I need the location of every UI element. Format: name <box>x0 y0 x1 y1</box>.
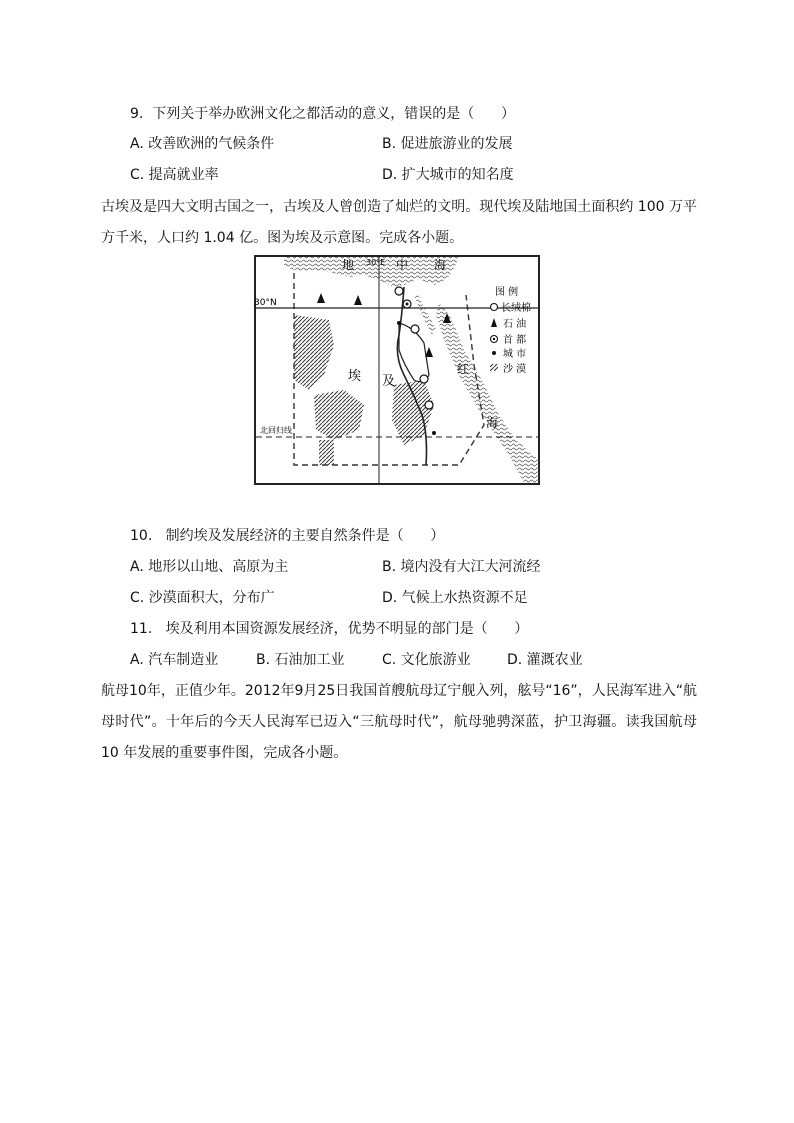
red-sea-label-2: 海 <box>486 416 499 430</box>
city-icon <box>432 431 436 435</box>
egypt-intro-paragraph: 古埃及是四大文明古国之一，古埃及人曾创造了灿烂的文明。现代埃及陆地国土面积约 100 万平方千米，人口约 1.04 亿。图为埃及示意图。完成各小题。 <box>101 199 697 246</box>
legend-desert-label: 沙 漠 <box>503 364 527 375</box>
q9-option-b: B. 促进旅游业的发展 <box>382 136 513 152</box>
question-10-stem: 10. 制约埃及发展经济的主要自然条件是（ ） <box>130 528 445 544</box>
legend-capital-dot <box>493 338 495 340</box>
legend-title: 图 例 <box>495 287 519 298</box>
q10-option-c: C. 沙漠面积大，分布广 <box>130 590 275 606</box>
desert-strip <box>319 440 334 465</box>
legend-city-label: 城 市 <box>503 349 527 360</box>
map-label-sea-1: 地 <box>342 258 355 272</box>
q10-option-d: D. 气候上水热资源不足 <box>382 590 528 606</box>
q9-option-c: C. 提高就业率 <box>130 167 219 183</box>
cotton-icon <box>411 325 419 333</box>
tropic-label: 北回归线 <box>260 426 292 435</box>
city-icon <box>397 321 401 325</box>
cotton-icon <box>395 287 403 295</box>
map-label-sea-3: 海 <box>434 258 447 272</box>
q11-option-d: D. 灌溉农业 <box>507 652 583 668</box>
legend-city-icon <box>492 351 496 355</box>
q11-option-b: B. 石油加工业 <box>256 652 345 668</box>
carrier-intro-paragraph: 航母10年，正值少年。2012年9月25日我国首艘航母辽宁舰入列，舷号“16”，人民海军进入“航母时代”。十年后的今天人民海军已迈入“三航母时代”，航母驰骋深蓝，护卫海疆。读我国航母 10 年发展的重要事件图，完成各小题。 <box>101 683 697 761</box>
map-label-sea-2: 中 <box>396 258 409 272</box>
red-sea-label-1: 红 <box>457 362 470 376</box>
legend-cotton-icon <box>491 304 498 311</box>
q9-option-d: D. 扩大城市的知名度 <box>382 167 514 183</box>
egypt-map <box>254 255 540 485</box>
country-label-1: 埃 <box>348 369 362 384</box>
capital-icon-dot <box>406 303 409 306</box>
legend-oil-label: 石 油 <box>503 319 527 330</box>
latitude-label: 30°N <box>254 298 277 308</box>
q9-option-a: A. 改善欧洲的气候条件 <box>130 136 275 152</box>
cotton-icon <box>425 401 433 409</box>
cotton-icon <box>420 375 428 383</box>
q10-option-a: A. 地形以山地、高原为主 <box>130 559 289 575</box>
q10-option-b: B. 境内没有大江大河流经 <box>382 559 541 575</box>
longitude-label: 30°E <box>366 258 386 267</box>
country-label-2: 及 <box>382 374 396 389</box>
legend-desert-icon <box>490 364 498 371</box>
legend-cotton-label: 长绒棉 <box>501 303 531 314</box>
question-11-stem: 11. 埃及利用本国资源发展经济，优势不明显的部门是（ ） <box>130 621 529 637</box>
question-9-stem: 9. 下列关于举办欧洲文化之都活动的意义，错误的是（ ） <box>130 106 515 122</box>
q11-option-c: C. 文化旅游业 <box>382 652 471 668</box>
q11-option-a: A. 汽车制造业 <box>130 652 219 668</box>
legend-capital-label: 首 都 <box>503 335 527 346</box>
